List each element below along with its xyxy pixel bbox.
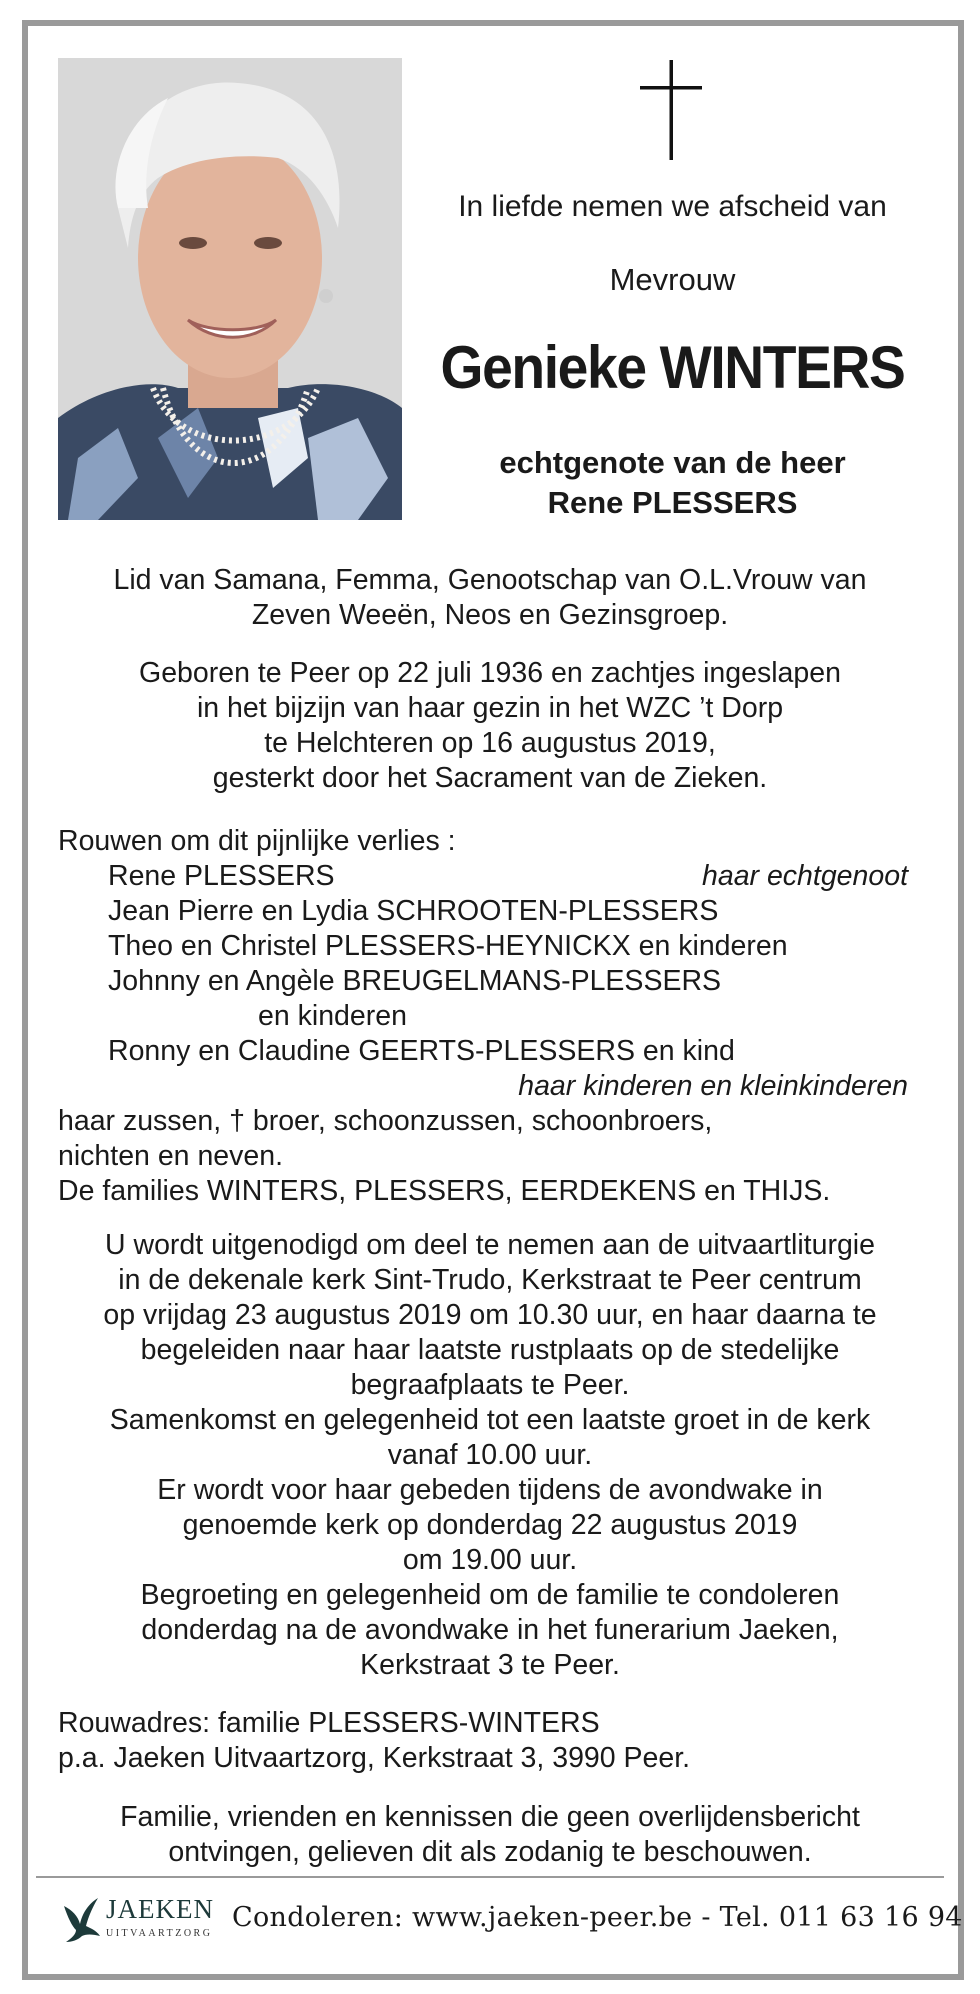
footer-divider <box>36 1876 944 1878</box>
text-line: Lid van Samana, Femma, Genootschap van O.L.Vrouw van <box>113 564 867 596</box>
text-line: Kerkstraat 3 te Peer. <box>360 1649 620 1681</box>
mourner-other: nichten en neven. <box>58 1140 284 1172</box>
mourner-row <box>58 929 922 964</box>
closing-note <box>58 1800 922 1870</box>
text-line: Begroeting en gelegenheid om de familie te condoleren <box>140 1579 840 1611</box>
mourner-row <box>58 1034 922 1069</box>
mourner-name: Jean Pierre en Lydia SCHROOTEN-PLESSERS <box>108 895 719 927</box>
mourner-name: en kinderen <box>258 1000 407 1032</box>
text-line: Familie, vrienden en kennissen die geen overlijdensbericht <box>120 1801 860 1833</box>
logo-wordmark: JAEKEN <box>106 1894 214 1924</box>
spouse-info <box>420 443 925 523</box>
mourner-row <box>58 1069 922 1104</box>
mourner-name: Ronny en Claudine GEERTS-PLESSERS en kind <box>108 1035 735 1067</box>
mourners-heading: Rouwen om dit pijnlijke verlies : <box>58 825 456 857</box>
logo-subtitle: UITVAARTZORG <box>106 1928 213 1939</box>
mourner-row <box>58 894 922 929</box>
text-line: in de dekenale kerk Sint-Trudo, Kerkstraat te Peer centrum <box>118 1264 862 1296</box>
text-line: begeleiden naar haar laatste rustplaats op de stedelijke <box>140 1334 840 1366</box>
text-line: in het bijzijn van haar gezin in het WZC ’t Dorp <box>196 692 784 724</box>
condolence-info: Condoleren: www.jaeken-peer.be - Tel. 011 63 16 94 <box>232 1902 963 1933</box>
text-line: donderdag na de avondwake in het funerarium Jaeken, <box>141 1614 839 1646</box>
portrait-photo <box>58 58 402 520</box>
text-line: p.a. Jaeken Uitvaartzorg, Kerkstraat 3, 3990 Peer. <box>58 1742 691 1774</box>
jaeken-logo <box>60 1894 230 1946</box>
mourners-list <box>58 824 922 1209</box>
text-line: Rouwadres: familie PLESSERS-WINTERS <box>58 1707 600 1739</box>
mourner-role: haar kinderen en kleinkinderen <box>518 1070 908 1102</box>
text-line: op vrijdag 23 augustus 2019 om 10.30 uur, en haar daarna te <box>103 1299 877 1331</box>
mourner-name: Rene PLESSERS <box>108 860 335 892</box>
mourner-row <box>58 859 922 894</box>
cross-icon <box>640 60 702 160</box>
text-line: begraafplaats te Peer. <box>350 1369 630 1401</box>
salutation: Mevrouw <box>609 262 736 297</box>
membership-paragraph <box>58 563 922 633</box>
text-line: U wordt uitgenodigd om deel te nemen aan de uitvaartliturgie <box>105 1229 875 1261</box>
text-line: Samenkomst en gelegenheid tot een laatste groet in de kerk <box>109 1404 871 1436</box>
mourner-other: De families WINTERS, PLESSERS, EERDEKENS en THIJS. <box>58 1175 831 1207</box>
mourner-other: haar zussen, † broer, schoonzussen, schoonbroers, <box>58 1105 713 1137</box>
spouse-line: echtgenote van de heer <box>499 445 846 480</box>
mourner-name: Johnny en Angèle BREUGELMANS-PLESSERS <box>108 965 722 997</box>
mourner-row <box>58 999 922 1034</box>
text-line: vanaf 10.00 uur. <box>387 1439 593 1471</box>
mourning-address <box>58 1706 922 1776</box>
mourner-role: haar echtgenoot <box>702 860 908 892</box>
mourner-name: Theo en Christel PLESSERS-HEYNICKX en kinderen <box>108 930 788 962</box>
text-line: ontvingen, gelieven dit als zodanig te beschouwen. <box>168 1836 812 1868</box>
mourner-row <box>58 964 922 999</box>
deceased-name: Genieke WINTERS <box>440 334 905 401</box>
intro-text: In liefde nemen we afscheid van <box>458 190 887 223</box>
text-line: Geboren te Peer op 22 juli 1936 en zachtjes ingeslapen <box>139 657 841 689</box>
text-line: genoemde kerk op donderdag 22 augustus 2019 <box>182 1509 798 1541</box>
portrait-image <box>58 58 402 520</box>
text-line: Zeven Weeën, Neos en Gezinsgroep. <box>251 599 729 631</box>
spouse-name: Rene PLESSERS <box>547 485 798 520</box>
service-paragraph <box>58 1228 922 1683</box>
text-line: gesterkt door het Sacrament van de Zieken. <box>212 762 768 794</box>
text-line: om 19.00 uur. <box>402 1544 578 1576</box>
text-line: te Helchteren op 16 augustus 2019, <box>264 727 716 759</box>
text-line: Er wordt voor haar gebeden tijdens de avondwake in <box>157 1474 823 1506</box>
birth-death-paragraph <box>58 656 922 796</box>
dove-icon <box>60 1896 102 1944</box>
